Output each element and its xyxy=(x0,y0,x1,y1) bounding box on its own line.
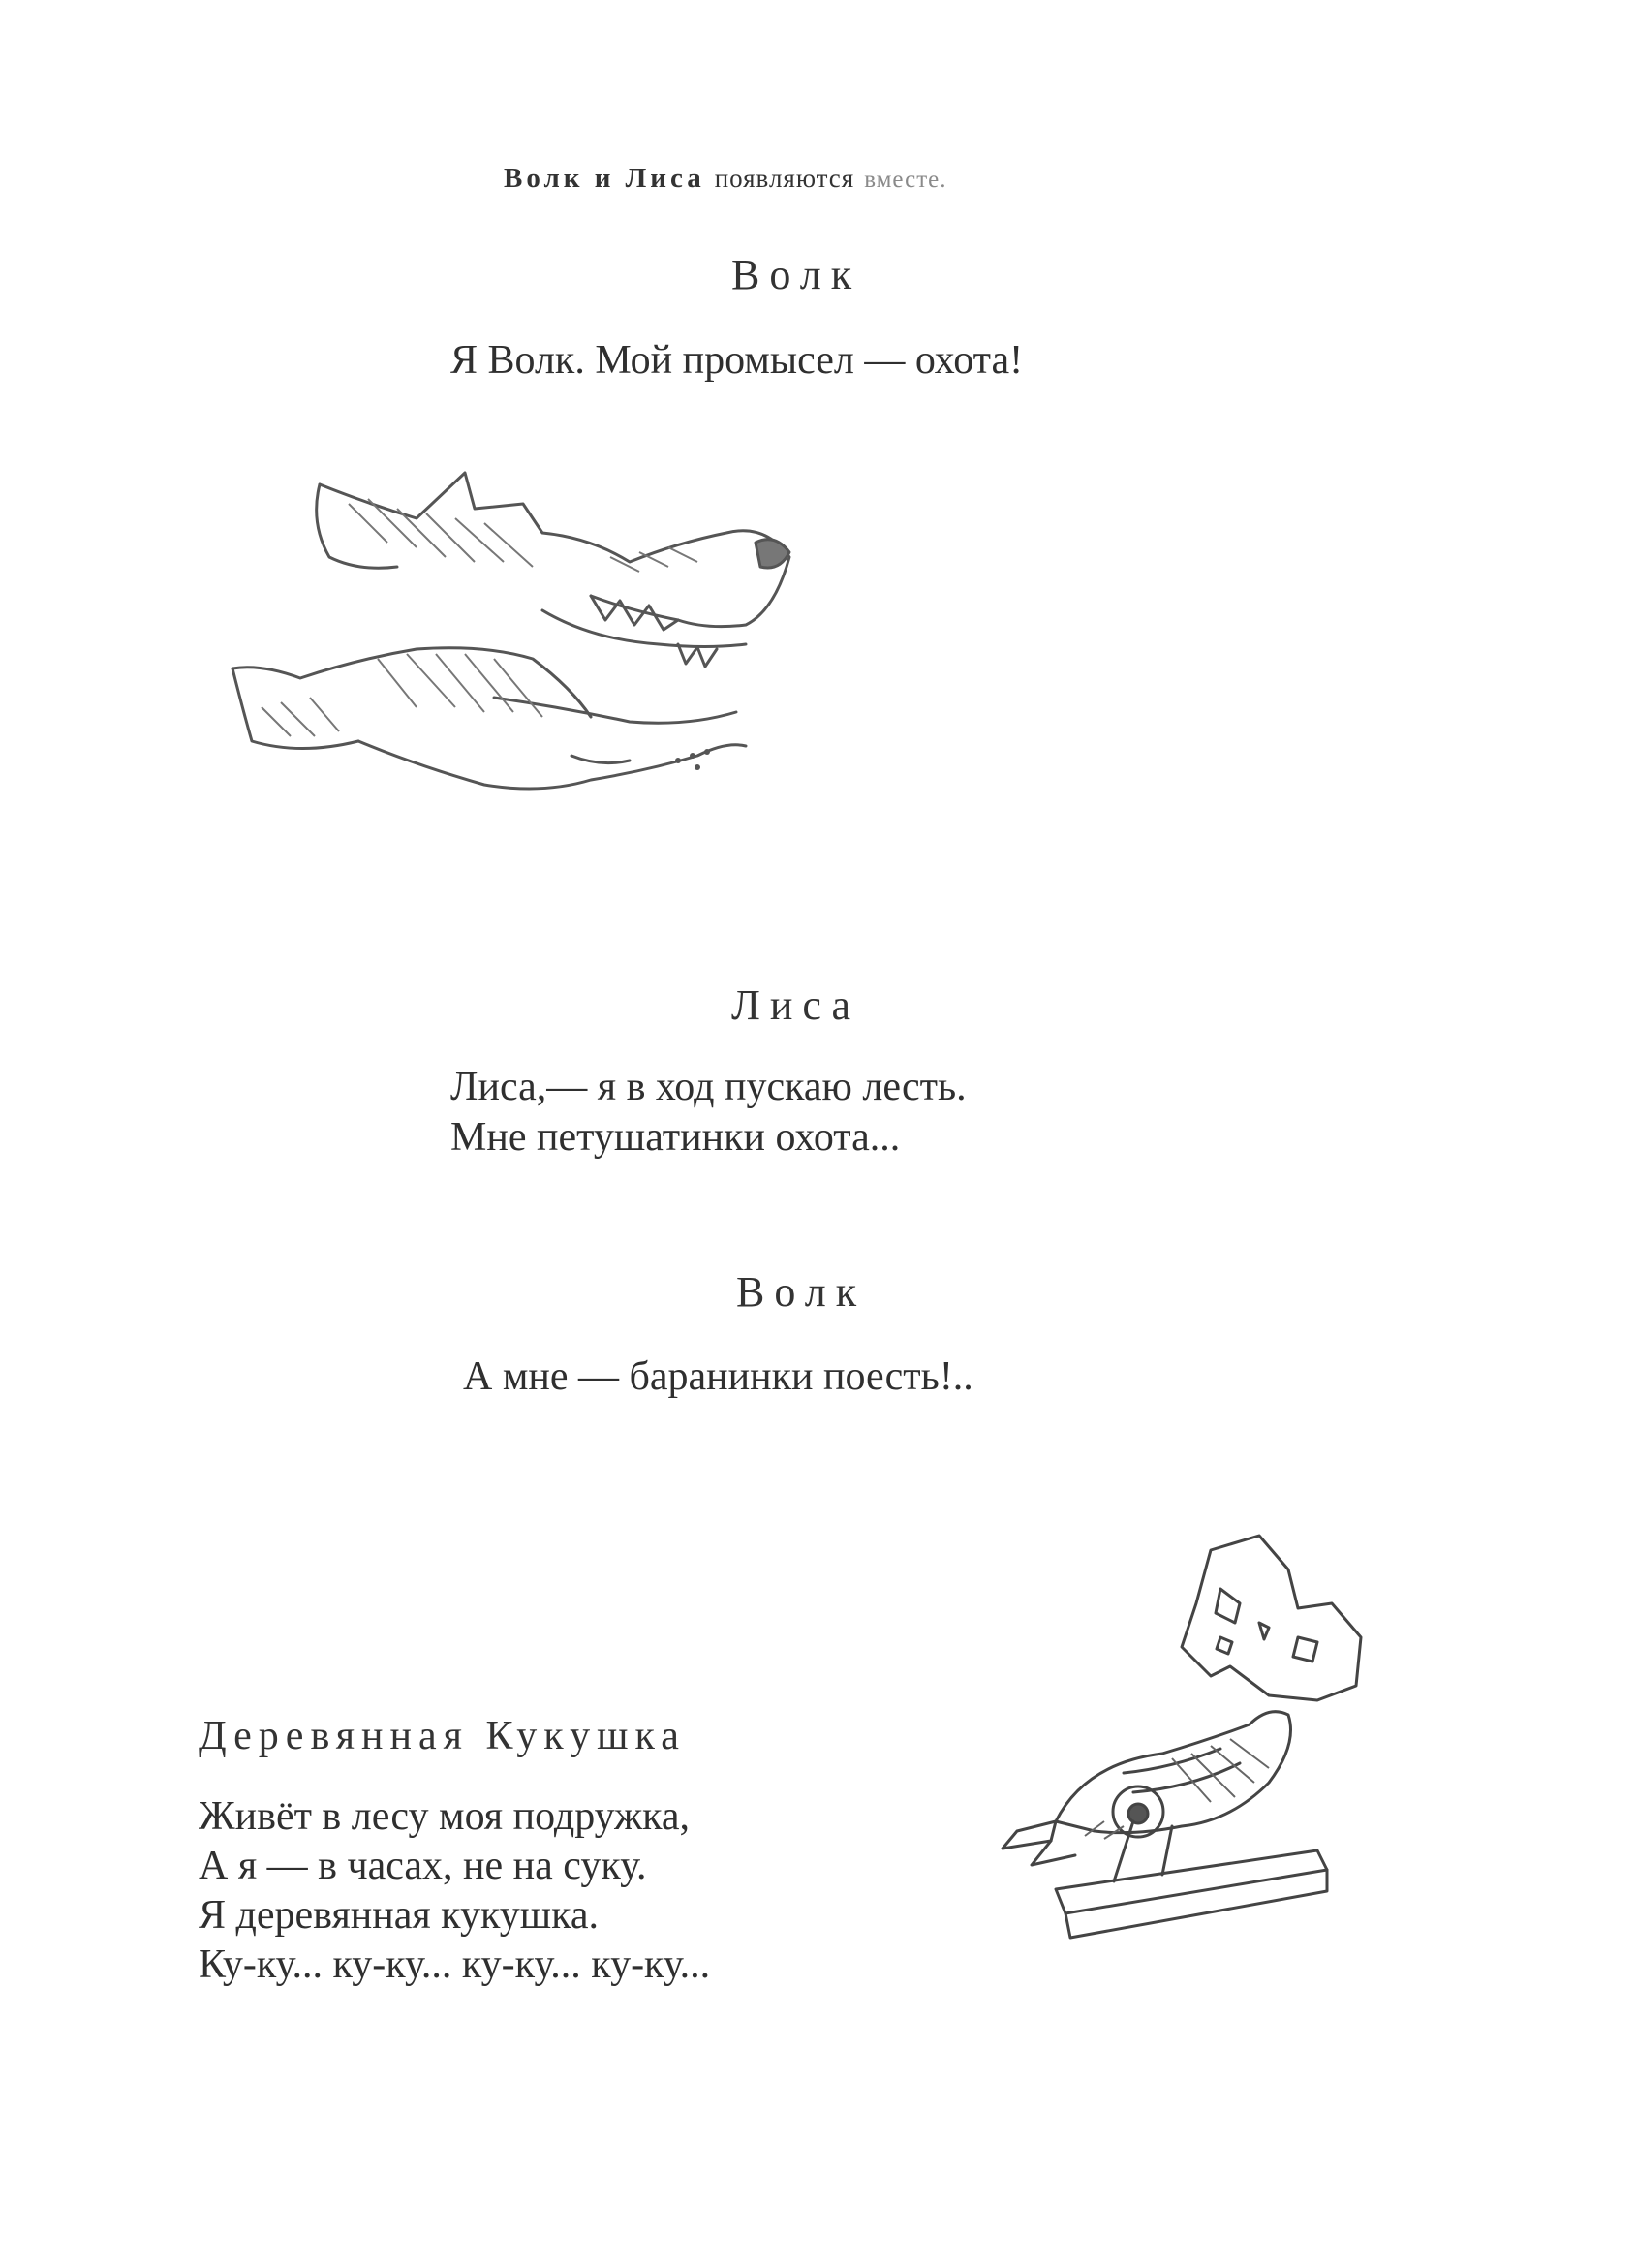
wolf-line-2: А мне — баранинки поесть!.. xyxy=(463,1354,973,1399)
stage-direction-names: Волк и Лиса xyxy=(504,163,705,194)
cuckoo-line-1: Живёт в лесу моя подружка, xyxy=(199,1794,691,1839)
speaker-wolf-1: Волк xyxy=(731,251,862,298)
speaker-fox: Лиса xyxy=(731,981,860,1029)
fox-line-2: Мне петушатинки охота... xyxy=(450,1115,901,1160)
cuckoo-line-2: А я — в часах, не на суку. xyxy=(199,1844,647,1888)
wooden-cuckoo-icon xyxy=(978,1531,1404,1976)
stage-direction-action: появляются xyxy=(714,164,855,193)
cuckoo-line-3: Я деревянная кукушка. xyxy=(199,1893,600,1938)
fox-line-1: Лиса,— я в ход пускаю лесть. xyxy=(450,1065,967,1109)
wolf-line-1: Я Волк. Мой промысел — охота! xyxy=(450,338,1024,383)
cuckoo-line-4: Ку-ку... ку-ку... ку-ку... ку-ку... xyxy=(199,1942,711,1987)
wolf-and-fox-heads-icon xyxy=(223,465,920,794)
speaker-cuckoo: Деревянная Кукушка xyxy=(199,1714,686,1758)
stage-direction xyxy=(504,163,947,195)
speaker-wolf-2: Волк xyxy=(736,1268,867,1316)
stage-direction-tail: вместе. xyxy=(864,167,947,193)
